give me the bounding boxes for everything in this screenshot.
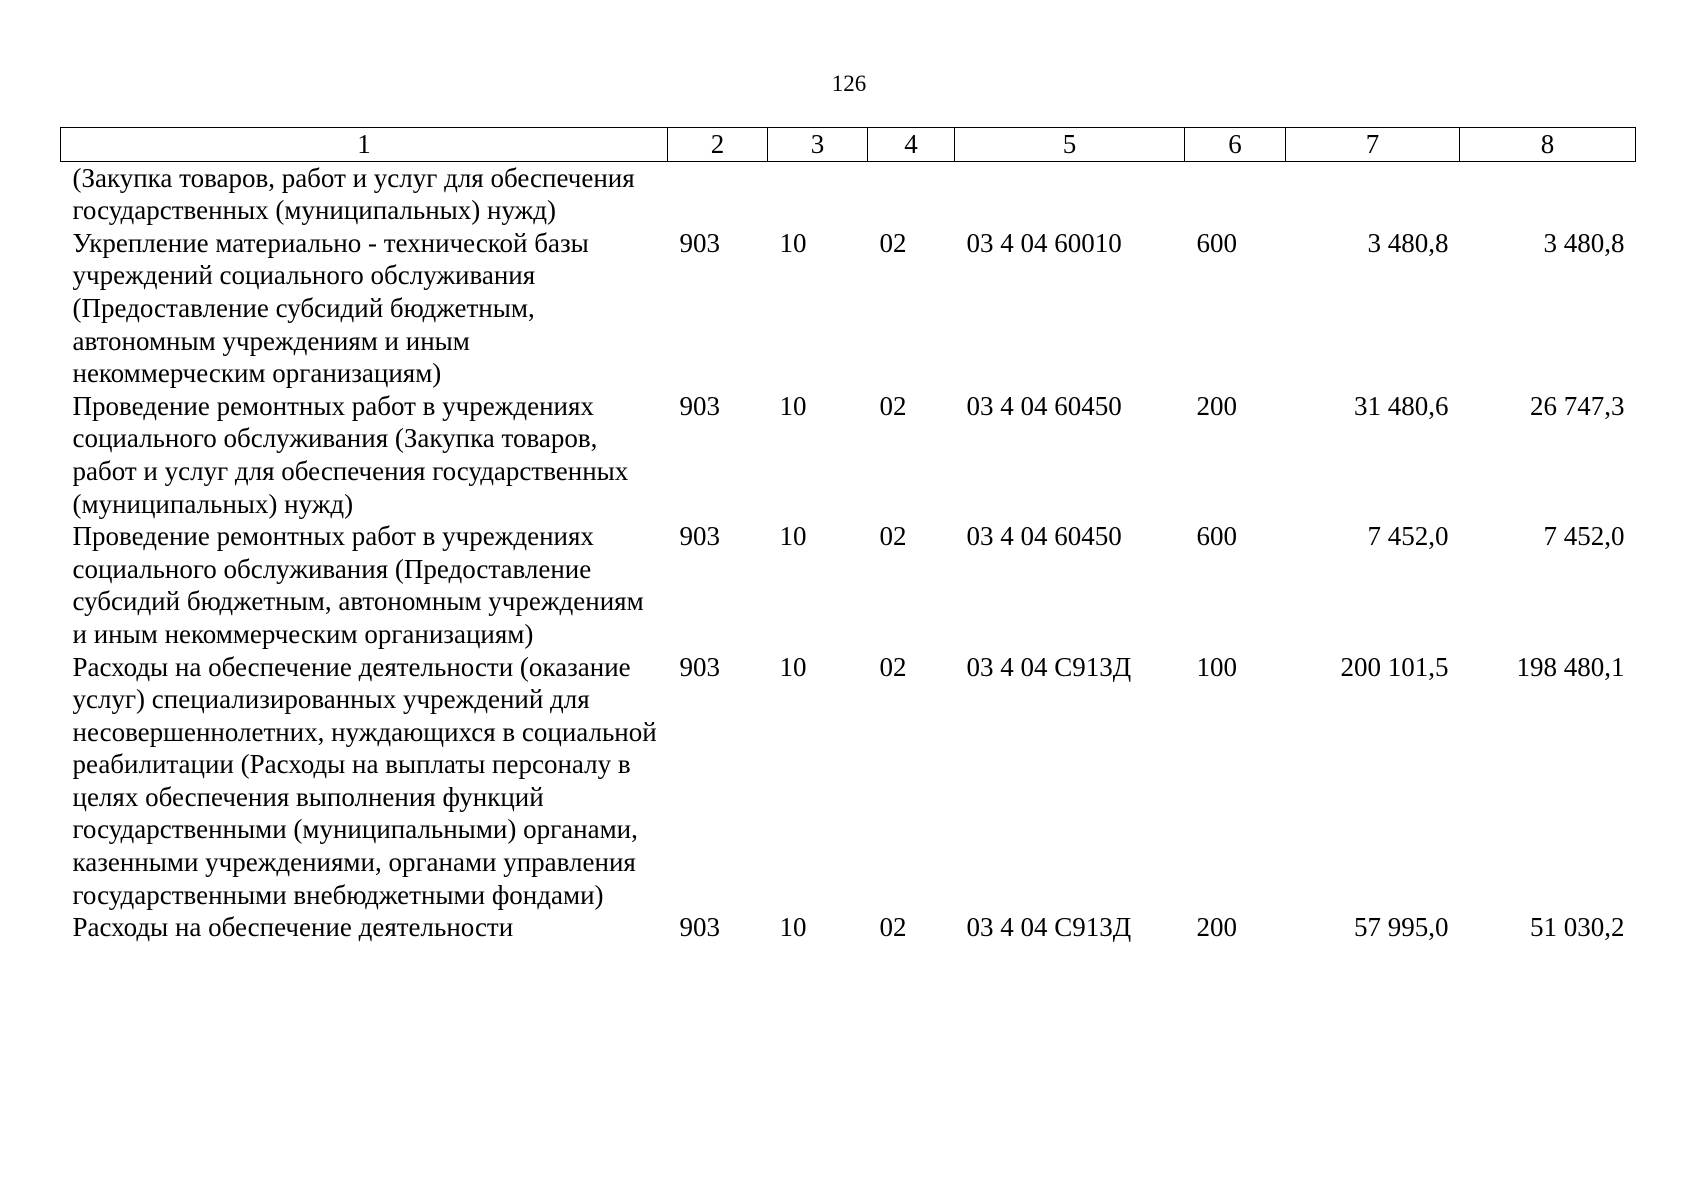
- section-code: 10: [779, 390, 807, 421]
- table-row: [61, 227, 1636, 390]
- column-header-5: 5: [955, 128, 1185, 162]
- amount-col-7: 3 480,8: [1367, 227, 1449, 258]
- target-article-code: 03 4 04 С913Д: [966, 912, 1132, 943]
- amount-col-7: 200 101,5: [1340, 651, 1449, 682]
- table-row: [61, 911, 1636, 944]
- table-row: [61, 520, 1636, 650]
- target-article-code: 03 4 04 60010: [966, 227, 1122, 258]
- budget-table: [60, 127, 1636, 944]
- ministry-code: 903: [679, 390, 720, 421]
- amount-col-7: [1286, 161, 1460, 227]
- target-article-code: 03 4 04 60450: [966, 521, 1122, 552]
- section-code: 10: [779, 912, 807, 943]
- row-description: Расходы на обеспечение деятельности (оказание услуг) специализированных учреждений для несовершеннолетних, нуждающихся в социальной реабилитации (Расходы на выплаты персоналу в целях обеспечения выполнения функций государственными (муниципальными) органами, казенными учреждениями, органами управления государственными внебюджетными фондами): [72, 651, 657, 910]
- column-header-4: 4: [868, 128, 955, 162]
- expense-type-code: 200: [1196, 912, 1237, 943]
- target-article-code: 03 4 04 60450: [966, 390, 1122, 421]
- expense-type-code: 600: [1196, 521, 1237, 552]
- page-number: 126: [831, 71, 867, 96]
- column-header-6: 6: [1185, 128, 1286, 162]
- amount-col-7: 7 452,0: [1367, 521, 1449, 552]
- subsection-code: [868, 161, 955, 227]
- column-header-row: [61, 128, 1636, 162]
- column-header-7: 7: [1286, 128, 1460, 162]
- section-code: [768, 161, 868, 227]
- section-code: 10: [779, 521, 807, 552]
- row-description: Проведение ремонтных работ в учреждениях социального обслуживания (Закупка товаров, работ и услуг для обеспечения государственных (муниципальных) нужд): [72, 390, 629, 519]
- amount-col-8: 7 452,0: [1543, 521, 1625, 552]
- row-description: Укрепление материально - технической базы учреждений социального обслуживания (Предоставление субсидий бюджетным, автономным учреждениям и иным некоммерческим организациям): [72, 227, 589, 389]
- ministry-code: 903: [679, 521, 720, 552]
- ministry-code: 903: [679, 227, 720, 258]
- amount-col-8: 26 747,3: [1530, 390, 1625, 421]
- amount-col-8: 198 480,1: [1516, 651, 1625, 682]
- expense-type-code: [1185, 161, 1286, 227]
- amount-col-8: [1460, 161, 1636, 227]
- expense-type-code: 600: [1196, 227, 1237, 258]
- table-row: [61, 651, 1636, 912]
- ministry-code: [668, 161, 768, 227]
- column-header-3: 3: [768, 128, 868, 162]
- row-description: (Закупка товаров, работ и услуг для обеспечения государственных (муниципальных) нужд): [72, 162, 635, 226]
- row-description: Расходы на обеспечение деятельности: [72, 912, 514, 943]
- subsection-code: 02: [879, 521, 907, 552]
- amount-col-7: 57 995,0: [1354, 912, 1449, 943]
- column-header-1: 1: [61, 128, 668, 162]
- expense-type-code: 200: [1196, 390, 1237, 421]
- subsection-code: 02: [879, 227, 907, 258]
- ministry-code: 903: [679, 912, 720, 943]
- table-row: [61, 161, 1636, 227]
- column-header-8: 8: [1460, 128, 1636, 162]
- amount-col-8: 3 480,8: [1543, 227, 1625, 258]
- amount-col-7: 31 480,6: [1354, 390, 1449, 421]
- amount-col-8: 51 030,2: [1530, 912, 1625, 943]
- subsection-code: 02: [879, 390, 907, 421]
- section-code: 10: [779, 227, 807, 258]
- subsection-code: 02: [879, 912, 907, 943]
- section-code: 10: [779, 651, 807, 682]
- table-row: [61, 390, 1636, 520]
- row-description: Проведение ремонтных работ в учреждениях социального обслуживания (Предоставление субсидий бюджетным, автономным учреждениям и иным некоммерческим организациям): [72, 521, 644, 649]
- column-header-2: 2: [668, 128, 768, 162]
- ministry-code: 903: [679, 651, 720, 682]
- subsection-code: 02: [879, 651, 907, 682]
- target-article-code: [955, 161, 1185, 227]
- expense-type-code: 100: [1196, 651, 1237, 682]
- target-article-code: 03 4 04 С913Д: [966, 651, 1132, 682]
